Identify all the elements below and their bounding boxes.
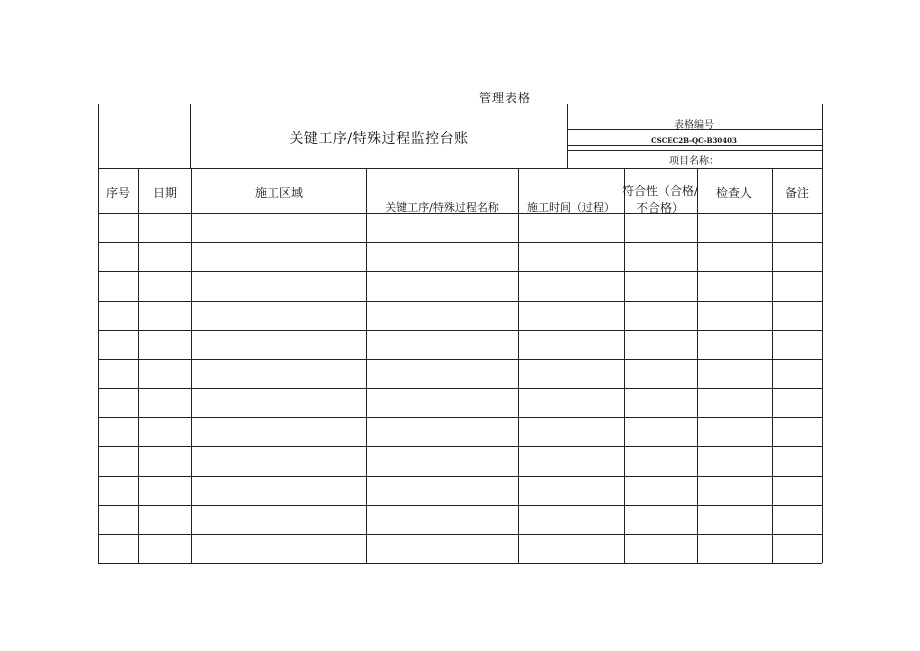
table-row xyxy=(98,505,822,506)
table-row xyxy=(98,417,822,418)
table-row xyxy=(98,476,822,477)
table-row xyxy=(98,388,822,389)
column-header-process-name: 关键工序/特殊过程名称 xyxy=(385,201,499,214)
code-value: CSCEC2B-QC-B30403 xyxy=(651,136,737,145)
form-title: 关键工序/特殊过程监控台账 xyxy=(289,131,469,147)
code-label: 表格编号 xyxy=(674,120,714,131)
col-divider xyxy=(518,168,519,563)
project-name-label: 项目名称： xyxy=(669,156,719,167)
column-header-top xyxy=(98,168,822,169)
col-divider xyxy=(697,168,698,563)
col-divider xyxy=(191,168,192,563)
header-divider-right xyxy=(567,104,568,168)
column-header-compliance-line2: 不合格） xyxy=(635,201,685,215)
table-row xyxy=(98,359,822,360)
column-header-construction-time: 施工时间（过程） xyxy=(527,201,615,214)
table-row xyxy=(98,446,822,447)
column-header-remarks: 备注 xyxy=(784,186,810,200)
border-left xyxy=(98,104,99,563)
column-header-inspector: 检查人 xyxy=(715,186,753,200)
table-row xyxy=(98,563,822,564)
code-value-top xyxy=(567,145,822,146)
header-divider-left xyxy=(190,104,191,168)
col-divider xyxy=(624,168,625,563)
table-row xyxy=(98,301,822,302)
column-header-date: 日期 xyxy=(152,186,178,200)
border-right xyxy=(822,104,823,563)
column-header-index: 序号 xyxy=(105,186,131,200)
col-divider xyxy=(138,168,139,563)
col-divider xyxy=(366,168,367,563)
column-header-compliance-line1: 符合性（合格/ xyxy=(621,184,699,198)
table-row xyxy=(98,242,822,243)
table-row xyxy=(98,271,822,272)
header-label: 管理表格 xyxy=(478,91,532,105)
table-row xyxy=(98,534,822,535)
column-header-area: 施工区域 xyxy=(254,186,304,200)
code-value-bottom xyxy=(567,150,822,151)
col-divider xyxy=(772,168,773,563)
table-row xyxy=(98,330,822,331)
